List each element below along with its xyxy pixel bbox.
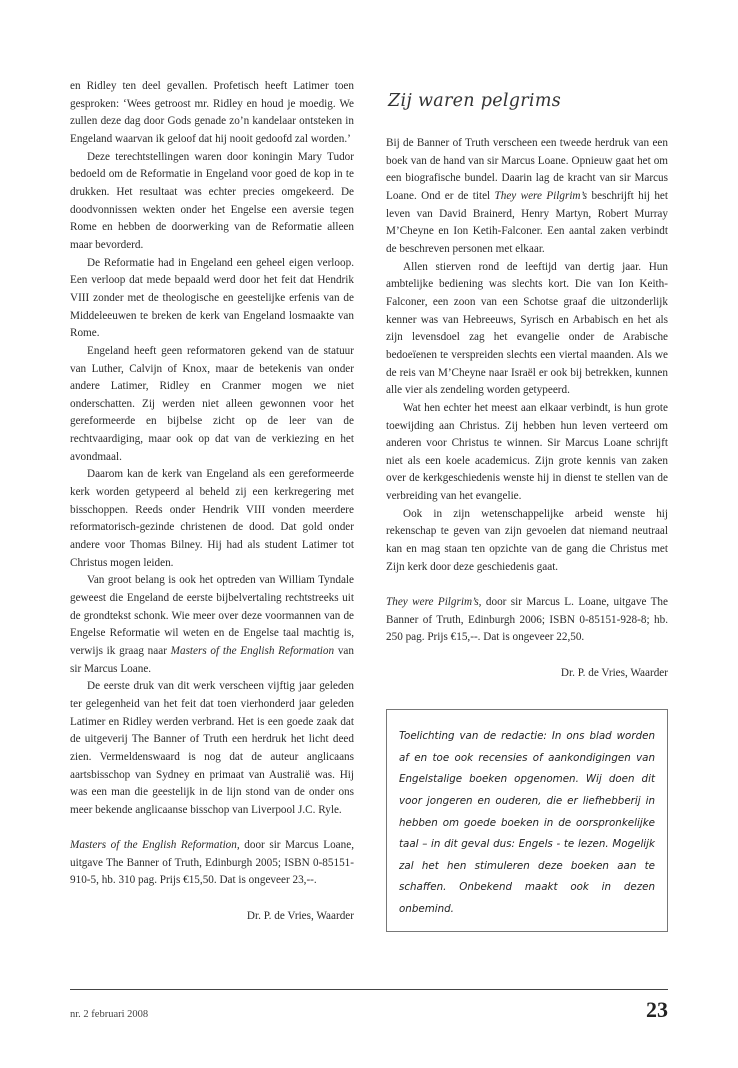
paragraph-text: van sir Marcus Loane. — [70, 645, 354, 675]
paragraph-text: Van groot belang is ook het optreden van William Tyndale geweest die Engeland de eerste bijbelvertaling rechtstreeks uit de grondtekst schonk. Wie meer over deze voormannen van de Engelse Reformatie wil weten en de Engelse taal machtig is, verwijs ik graag naar — [70, 574, 354, 657]
paragraph — [386, 135, 668, 259]
paragraph: De eerste druk van dit werk verscheen vijftig jaar geleden ter gelegenheid van het feit dat toen vierhonderd jaar geleden Latimer en Ridley werden verbrand. Het is een goede zaak dat de uitgeverij The Banner of Truth een herdruk het licht deed zien. Vermeldenswaard is nog dat de auteur anglicaans aartsbisschop van Sydney en primaat van Australië was. Hij was een man die geestelijk in de lijn stond van de onder ons meer bekende anglicaanse bisschop van Liverpool J.C. Ryle. — [70, 680, 354, 816]
paragraph-text: Bij de Banner of Truth verscheen een tweede herdruk van een boek van de hand van sir Marcus Loane. Opnieuw gaat het om een biografische bundel. Daarin lag de kracht van sir Marcus Loane. Ond er de titel — [386, 137, 668, 202]
book-reference — [386, 594, 668, 647]
signature: Dr. P. de Vries, Waarder — [560, 666, 668, 679]
book-title: They were Pilgrim’s — [494, 189, 588, 202]
article-title: Zij waren pelgrims — [388, 91, 562, 111]
paragraph: Engeland heeft geen reformatoren gekend van de statuur van Luther, Calvijn of Knox, maar de betekenis van onder andere Latimer, Ridley en Cranmer mogen we niet onderschatten. Zij werden niet alleen gewonnen voor het gereformeerde en bijbelse zicht op de leer van de rechtvaardiging, maar ook op dat van de verkiezing en het avondmaal. — [70, 344, 354, 463]
issue-label: nr. 2 februari 2008 — [70, 1009, 149, 1020]
paragraph-text: beschrijft hij het leven van David Brainerd, Henry Martyn, Robert Murray M’Cheyne en Ion Ketih-Falconer. Een aantal zaken verbindt de beschreven personen met elkaar. — [386, 189, 668, 255]
paragraph: De Reformatie had in Engeland een geheel eigen verloop. Een verloop dat mede bepaald werd door het feit dat Hendrik VIII zonder met de theologische en geestelijke erfenis van de Middeleeuwen te breken de kerk van Engeland losmaakte van Rome. — [70, 256, 354, 340]
paragraph: Daarom kan de kerk van Engeland als een gereformeerde kerk worden getypeerd al beheld zij een kerkregering met bisschoppen. Reeds onder Hendrik VIII vonden meerdere reformatorisch-gezinde christenen de dood. Dat gold onder andere voor Thomas Bilney. Hij had als student Latimer tot Christus mogen leiden. — [70, 468, 354, 569]
paragraph — [70, 572, 354, 678]
reference-text: door sir Marcus Loane, uitgave The Banner of Truth, Edinburgh 2005; ISBN 0-85151-910-5, hb. 310 pag. Prijs €15,50. Dat is ongeveer 23,--. — [70, 839, 354, 887]
paragraph: en Ridley ten deel gevallen. Profetisch heeft Latimer toen gesproken: ‘Wees getroost mr. Ridley en houd je moedig. We zullen deze dag door Gods genade zo’n kandelaar ontsteken in Engeland waarvan ik geloof dat hij nooit gedoofd zal worden.’ — [70, 80, 354, 145]
footer-divider — [70, 989, 668, 990]
book-title: Masters of the English Reformation — [170, 645, 335, 657]
paragraph: Ook in zijn wetenschappelijke arbeid wenste hij rekenschap te geven van zijn gevoelen dat niemand neutraal kan en mag staan ten opzichte van de gang die Christus met Zijn kerk door deze geschiedenis gaat. — [386, 507, 668, 573]
paragraph: Allen stierven rond de leeftijd van dertig jaar. Hun ambtelijke bediening was slechts kort. Die van Ion Keith-Falconer, een zoon van een Schotse graaf die uitzonderlijk kenner was van Hebreeuws, Syrisch en Arbabisch en het als zijn levensdoel zag het evangelie onder de Arabische bedoeïenen te verspreiden slechts een viertal maanden. Als we de reis van M’Cheyne naar Israël er ook bij betrekken, kunnen alle vier als zendeling worden getypeerd. — [386, 260, 668, 397]
book-title: Masters of the English Reformation, — [70, 839, 240, 852]
left-column — [70, 78, 354, 925]
book-reference — [70, 837, 354, 890]
editorial-note-text: Toelichting van de redactie: In ons blad worden af en toe ook recensies of aankondigingen van Engelstalige boeken opgenomen. Wij doen dit voor jongeren en ouderen, die er liefhebberij in hebben om goede boeken in de oorspronkelijke taal – in dit geval dus: Engels - te lezen. Mogelijk zal het hen stimuleren deze boeken aan te schaffen. Onbekend maakt ook in dezen onbemind. — [399, 730, 655, 915]
reference-text: door sir Marcus L. Loane, uitgave The Banner of Truth, Edinburgh 2006; ISBN 0-85151-928-8; hb. 250 pag. Prijs €15,--. Dat is ongeveer 22,50. — [386, 596, 668, 644]
page-number: 23 — [646, 997, 668, 1022]
paragraph: Deze terechtstellingen waren door koningin Mary Tudor bedoeld om de Reformatie in Engeland voor goed de kop in te drukken. Het resultaat was echter precies omgekeerd. De doodvonnissen wekten onder het Engelse een aversie tegen Rome en hebben de doorwerking van de Reformatie alleen maar bevorderd. — [70, 150, 354, 251]
right-column — [386, 78, 668, 932]
paragraph: Wat hen echter het meest aan elkaar verbindt, is hun grote toewijding aan Christus. Zij hebben hun leven verteerd om anderen voor Christus te winnen. Sir Marcus Loane schrijft niet als een koele academicus. Zijn grote kennis van zaken over de kerkgeschiedenis wenste hij in dienst te stellen van de verbreiding van het evangelie. — [386, 401, 668, 503]
signature: Dr. P. de Vries, Waarder — [246, 909, 354, 922]
editorial-note-box — [386, 709, 668, 931]
book-title: They were Pilgrim’s, — [386, 596, 482, 608]
